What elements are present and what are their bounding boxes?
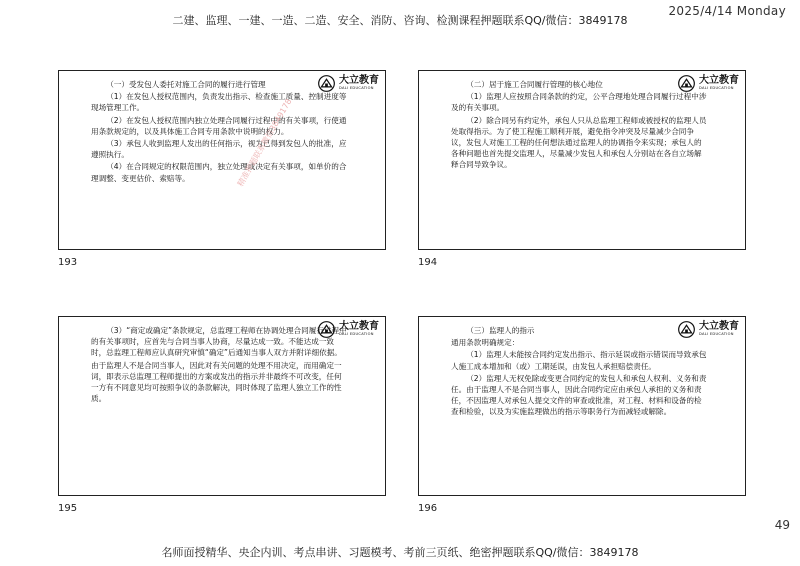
paragraph: （1）在发包人授权范围内，负责发出指示、检查施工质量、控制进度等现场管理工作。 bbox=[91, 92, 347, 113]
paragraph: （2）在发包人授权范围内独立处理合同履行过程中的有关事项，行使通用条款规定的，以及具体施工合同专用条款中说明的权力。 bbox=[91, 115, 347, 136]
paragraph: 由于监理人不是合同当事人，因此对有关问题的处理不用决定，而用确定一词，即表示总监理工程师提出的方案或发出的指示并非最终不可改变，任何一方有不同意见均可按照争议的条款解决，同时体现了监理人独立工作的性质。 bbox=[91, 360, 342, 404]
logo-cn: 大立教育 bbox=[699, 75, 739, 87]
paragraph: （1）监理人应按照合同条款的约定，公平合理地处理合同履行过程中涉及的有关事项。 bbox=[451, 92, 707, 113]
logo-en: DALI EDUCATION bbox=[339, 86, 374, 91]
paragraph: （3）承包人收到监理人发出的任何指示，视为已得到发包人的批准，应遵照执行。 bbox=[91, 139, 347, 160]
slide-number: 195 bbox=[58, 503, 78, 514]
logo-cn: 大立教育 bbox=[699, 321, 739, 333]
slide-body bbox=[451, 79, 707, 172]
paragraph: （2）除合同另有约定外，承包人只从总监理工程师或被授权的监理人员处取得指示。为了使工程施工顺利开展，避免指令冲突及尽量减少合同争议，发包人对施工工程的任何想法通过监理人的协调指令来实现；承包人的各种问题也首先提交监理人，尽量减少发包人和承包人分别站在各自立场解释合同导致争议。 bbox=[451, 115, 707, 170]
slide-194 bbox=[418, 70, 746, 250]
paragraph: （一）受发包人委托对施工合同的履行进行管理 bbox=[106, 80, 266, 89]
logo-cn: 大立教育 bbox=[339, 321, 379, 333]
header-ad: 二建、监理、一建、一造、二造、安全、消防、咨询、检测课程押题联系QQ/微信：3849178 bbox=[172, 14, 628, 27]
slide-body bbox=[91, 325, 347, 405]
paragraph: （4）在合同规定的权限范围内，独立处理或决定有关事项，如单价的合理调整、变更估价、索赔等。 bbox=[91, 162, 347, 183]
footer-ad: 名师面授精华、央企内训、考点串讲、习题模考、考前三页纸、绝密押题联系QQ/微信：3849178 bbox=[161, 546, 639, 559]
paragraph: 通用条款明确规定： bbox=[451, 338, 520, 348]
slide-number: 196 bbox=[418, 503, 438, 514]
logo-cn: 大立教育 bbox=[339, 75, 379, 87]
paragraph: （1）监理人未能按合同约定发出指示、指示延误或指示错误而导致承包人施工成本增加和（或）工期延误，由发包人承担赔偿责任。 bbox=[451, 350, 707, 371]
page-number: 49 bbox=[774, 518, 790, 532]
paragraph: （3）“商定或确定”条款规定，总监理工程师在协调处理合同履行过程中的有关事项时，应首先与合同当事人协商，尽量达成一致。不能达成一致时，总监理工程师应认真研究审慎“确定”后通知当事人双方并附详细依据。 bbox=[91, 326, 347, 358]
logo-en: DALI EDUCATION bbox=[699, 86, 734, 91]
slide-body bbox=[91, 79, 347, 185]
slide-196 bbox=[418, 316, 746, 496]
watermark: 精准押题联系微信3849178 bbox=[235, 97, 294, 188]
paragraph: （2）监理人无权免除或变更合同约定的发包人和承包人权利、义务和责任。由于监理人不是合同当事人，因此合同约定应由承包人承担的义务和责任，不因监理人对承包人提交文件的审查或批准，对工程、材料和设备的检查和检验，以及为实施监理做出的指示等职务行为而减轻或解除。 bbox=[451, 373, 707, 417]
slide-number: 194 bbox=[418, 257, 438, 268]
slide-195 bbox=[58, 316, 386, 496]
paragraph: （二）居于施工合同履行管理的核心地位 bbox=[466, 80, 603, 89]
slide-193 bbox=[58, 70, 386, 250]
slide-body bbox=[451, 325, 707, 419]
paragraph: （三）监理人的指示 bbox=[466, 326, 535, 335]
slide-number: 193 bbox=[58, 257, 78, 268]
date-stamp: 2025/4/14 Monday bbox=[668, 4, 786, 18]
logo-en: DALI EDUCATION bbox=[699, 332, 734, 337]
logo-en: DALI EDUCATION bbox=[339, 332, 374, 337]
